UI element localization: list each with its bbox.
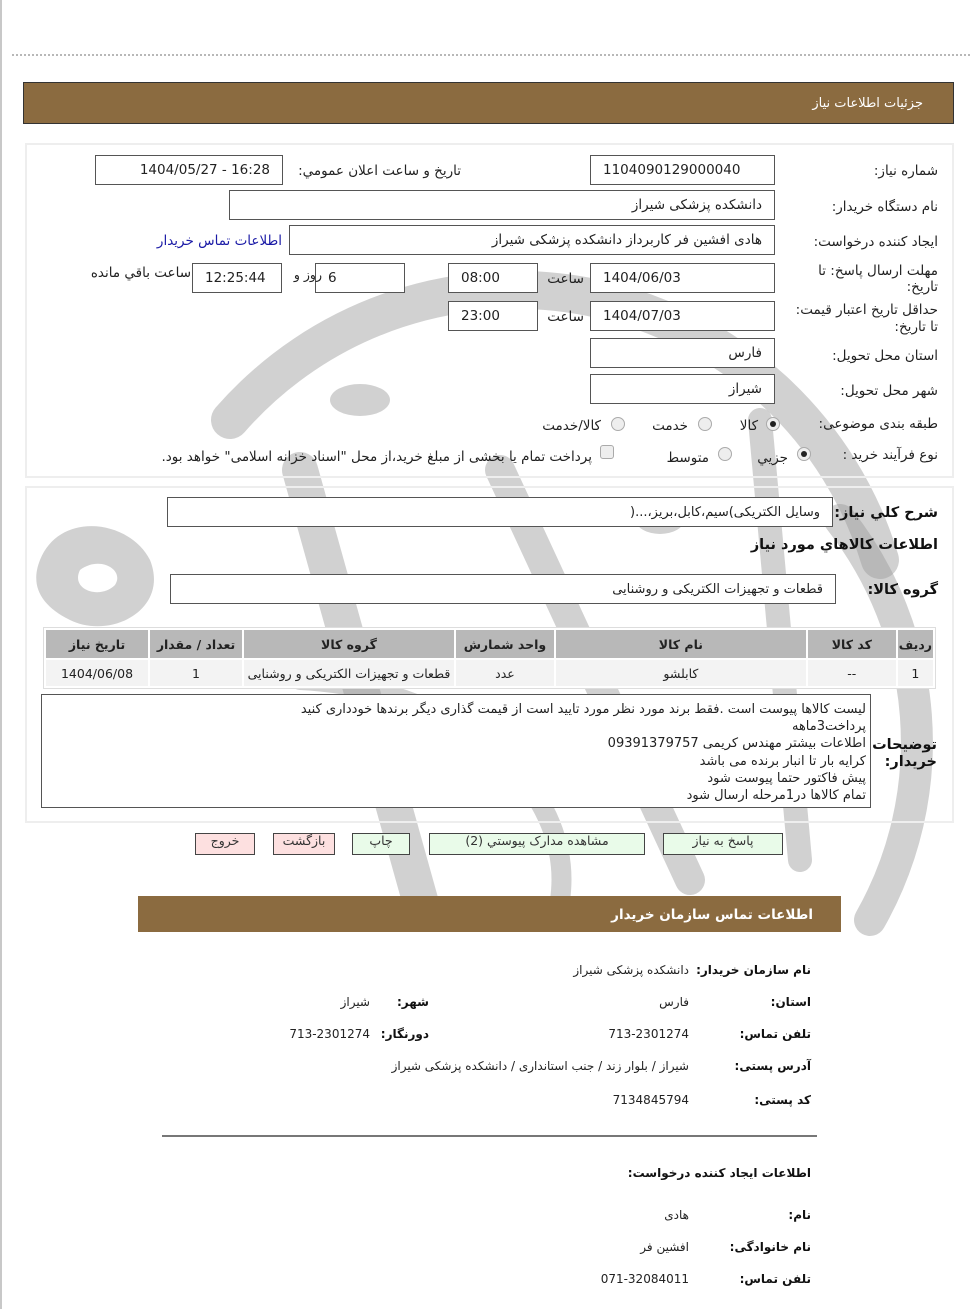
cell-item-code: -- xyxy=(808,660,896,686)
buyer-org-field[interactable]: دانشکده پزشکی شیراز xyxy=(229,190,775,220)
requester-label: ایجاد کننده درخواست: xyxy=(813,234,938,250)
details-header-title: جزئیات اطلاعات نیاز xyxy=(812,96,923,111)
last-name-label: نام خانوادگی: xyxy=(729,1240,811,1254)
respond-button[interactable]: پاسخ به نیاز xyxy=(663,833,783,855)
postal-code-label: کد پستی: xyxy=(754,1093,811,1107)
org-name-label: نام سازمان خریدار: xyxy=(696,963,811,977)
response-deadline-time-field[interactable]: 08:00 xyxy=(448,263,538,293)
col-quantity: تعداد / مقدار xyxy=(150,630,242,658)
purchase-type-radio-medium[interactable] xyxy=(718,447,732,461)
dotted-divider xyxy=(12,54,970,56)
city-value: شیراز xyxy=(340,995,370,1009)
org-name-value: دانشکده پزشکی شیراز xyxy=(573,963,689,977)
fax-label: دورنگار: xyxy=(380,1027,429,1041)
need-number-label: شماره نیاز: xyxy=(873,163,938,179)
delivery-province-field[interactable]: فارس xyxy=(590,338,775,368)
address-value: شیراز / بلوار زند / جنب استانداری / دانشکده پزشکی شیراز xyxy=(391,1059,689,1073)
announce-datetime-field[interactable]: 1404/05/27 - 16:28 xyxy=(95,155,283,185)
category-option-service: خدمت xyxy=(652,418,688,434)
remaining-days-field[interactable]: 6 xyxy=(315,263,405,293)
need-number-field[interactable]: 1104090129000040 xyxy=(590,155,775,185)
purchase-type-radio-minor[interactable] xyxy=(797,447,811,461)
city-label: شهر: xyxy=(397,995,429,1009)
price-validity-time-field[interactable]: 23:00 xyxy=(448,301,538,331)
first-name-value: هادی xyxy=(664,1208,689,1222)
category-option-goods: کالا xyxy=(739,418,758,434)
delivery-city-field[interactable]: شیراز xyxy=(590,374,775,404)
buyer-notes-line: تمام کالاها در1مرحله ارسال شود xyxy=(686,788,866,804)
col-item-code: کد کالا xyxy=(808,630,896,658)
description-label: شرح کلي نیاز: xyxy=(834,505,938,521)
phone-value: 713-2301274 xyxy=(608,1027,689,1041)
buyer-notes-line: اطلاعات بیشتر مهندس کریمی 09391379757 xyxy=(607,736,866,752)
buyer-notes-line: پرداخت3ماهه xyxy=(791,719,866,735)
phone-label: تلفن تماس: xyxy=(739,1027,811,1041)
cell-need-date: 1404/06/08 xyxy=(46,660,148,686)
buyer-notes-label-1: توضیحات xyxy=(872,737,937,753)
category-option-goods-service: کالا/خدمت xyxy=(542,418,601,434)
print-button[interactable]: چاپ xyxy=(352,833,410,855)
exit-button[interactable]: خروج xyxy=(195,833,255,855)
buyer-contact-header xyxy=(138,896,841,932)
buyer-org-label: نام دستگاه خریدار: xyxy=(831,199,938,215)
address-label: آدرس پستی: xyxy=(734,1059,811,1073)
goods-group-label: گروه کالا: xyxy=(867,582,938,598)
back-button[interactable]: بازگشت xyxy=(273,833,335,855)
delivery-city-label: شهر محل تحویل: xyxy=(840,383,938,399)
col-goods-group: گروه کالا xyxy=(244,630,454,658)
requester-field[interactable]: هادی افشین فر کاربرداز دانشکده پزشکی شیراز xyxy=(289,225,775,255)
section-divider xyxy=(162,1135,817,1137)
buyer-contact-title: اطلاعات تماس سازمان خریدار xyxy=(611,907,813,923)
buyer-contact-link[interactable]: اطلاعات تماس خریدار xyxy=(156,233,282,249)
price-validity-date-field[interactable]: 1404/07/03 xyxy=(590,301,775,331)
col-need-date: تاریخ نیاز xyxy=(46,630,148,658)
category-radio-service[interactable] xyxy=(698,417,712,431)
requester-phone-value: 071-32084011 xyxy=(600,1272,689,1286)
table-row xyxy=(46,660,933,686)
purchase-type-option-medium: متوسط xyxy=(666,450,709,466)
buyer-notes-label-2: خریدار: xyxy=(884,754,937,770)
cell-goods-group: قطعات و تجهیزات الکتریکی و روشنایی xyxy=(244,660,454,686)
col-item-name: نام کالا xyxy=(556,630,806,658)
response-time-label: ساعت xyxy=(547,271,584,287)
category-radio-goods-service[interactable] xyxy=(611,417,625,431)
requester-phone-label: تلفن تماس: xyxy=(739,1272,811,1286)
province-label: استان: xyxy=(770,995,811,1009)
first-name-label: نام: xyxy=(788,1208,811,1222)
response-deadline-date-field[interactable]: 1404/06/03 xyxy=(590,263,775,293)
remaining-time-field[interactable]: 12:25:44 xyxy=(192,263,282,293)
response-deadline-label-1: مهلت ارسال پاسخ: تا xyxy=(818,263,938,279)
cell-item-name: کابلشو xyxy=(556,660,806,686)
fax-value: 713-2301274 xyxy=(289,1027,370,1041)
postal-code-value: 7134845794 xyxy=(612,1093,689,1107)
treasury-bonds-checkbox[interactable] xyxy=(600,445,614,459)
description-field[interactable]: وسایل الکتریکی)سیم،کابل،بریز،...( xyxy=(167,497,833,527)
days-label: روز و xyxy=(293,267,322,282)
items-table-header xyxy=(46,630,933,658)
buyer-notes-line: لیست کالاها پیوست است .فقط برند مورد نظر مورد تایید است از قیمت گذاری دیگر برندها خودداری کنید xyxy=(300,702,866,717)
buyer-notes-line: کرایه بار تا انبار برنده می باشد xyxy=(699,753,866,769)
items-table xyxy=(43,627,936,689)
requester-info-title: اطلاعات ایجاد کننده درخواست: xyxy=(627,1166,811,1180)
col-row-number: ردیف xyxy=(898,630,933,658)
purchase-type-option-minor: جزیي xyxy=(757,450,788,466)
page-left-border xyxy=(0,0,2,1309)
goods-group-field[interactable]: قطعات و تجهیزات الکتریکی و روشنایی xyxy=(170,574,836,604)
response-deadline-label-2: تاریخ: xyxy=(906,279,938,295)
price-validity-label-1: حداقل تاریخ اعتبار قیمت: xyxy=(795,302,938,318)
cell-row-number: 1 xyxy=(898,660,933,686)
details-header xyxy=(23,82,954,124)
buyer-notes-textarea[interactable] xyxy=(41,694,871,808)
delivery-province-label: استان محل تحویل: xyxy=(832,348,938,364)
remaining-time-label: ساعت باقي مانده xyxy=(90,265,191,281)
goods-info-title: اطلاعات کالاهاي مورد نیاز xyxy=(750,537,938,553)
category-label: طبقه بندی موضوعی: xyxy=(818,416,938,432)
last-name-value: افشین فر xyxy=(640,1240,689,1254)
announce-datetime-label: تاریخ و ساعت اعلان عمومي: xyxy=(298,163,461,179)
category-radio-goods[interactable] xyxy=(766,417,780,431)
purchase-type-label: نوع فرآیند خرید : xyxy=(842,447,938,463)
price-validity-time-label: ساعت xyxy=(547,309,584,325)
province-value: فارس xyxy=(659,995,689,1009)
col-unit: واحد شمارش xyxy=(456,630,554,658)
buyer-notes-line: پیش فاکتور حتما پیوست شود xyxy=(707,770,866,786)
price-validity-label-2: تا تاریخ: xyxy=(894,319,938,335)
cell-unit: عدد xyxy=(456,660,554,686)
treasury-bonds-label: پرداخت تمام یا بخشی از مبلغ خرید،از محل "اسناد خزانه اسلامی" خواهد بود. xyxy=(161,449,592,465)
view-attachments-button[interactable]: مشاهده مدارک پیوستي (2) xyxy=(429,833,645,855)
cell-quantity: 1 xyxy=(150,660,242,686)
